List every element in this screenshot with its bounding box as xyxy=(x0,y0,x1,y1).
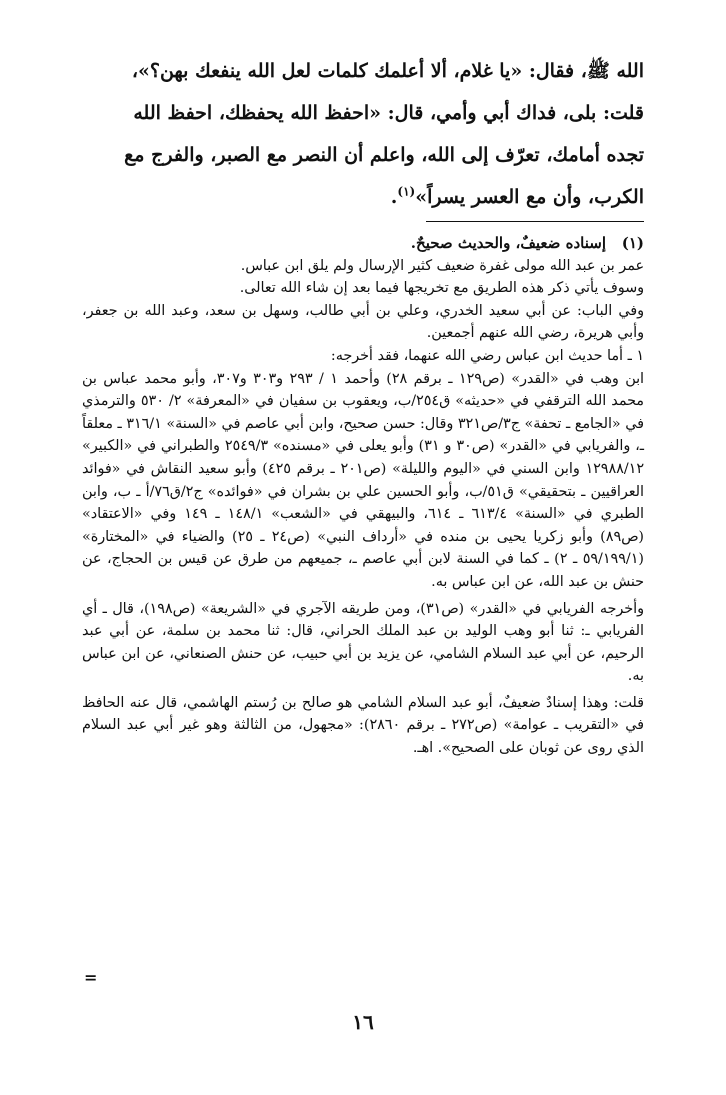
main-line: الكرب، وأن مع العسر يسراً» xyxy=(415,186,644,208)
footnotes xyxy=(82,232,644,760)
continuation-mark: = xyxy=(84,968,98,987)
footnote-paragraph: ١ ـ أما حديث ابن عباس رضي الله عنهما، فقد أخرجه: xyxy=(330,347,644,364)
end-mark: . xyxy=(390,186,398,208)
footnote-paragraph: ابن وهب في «القدر» (ص١٢٩ ـ برقم ٢٨) وأحمد ١ / ٢٩٣ و٣٠٣ و٣٠٧، وأبو محمد عباس بن محمد الله الترقفي في «حديثه» ق٢٥٤/ب، ويعقوب بن سفيان في «المعرفة» ٢/ ٥٣٠ والترمذي في «الجامع ـ تحفة» ج٣/ص٣٢١ وقال: حسن صحيح، وابن أبي عاصم في «السنة» ٣١٦/١ ـ معلقاً ـ، والفريابي في «القدر» (ص٣٠ و ٣١) وأبو يعلى في «مسنده» ٢٥٤٩/٣ والطبراني في «الكبير» ١٢٩٨٨/١٢ وابن السني في «اليوم والليلة» (ص٢٠١ ـ برقم ٤٢٥) وأبو سعيد النقاش في «فوائد العراقيين ـ بتحقيقي» ق٥١/ب، وأبو الحسين علي بن بشران في «فوائده» ج٢/ق٧٦/أ ـ ب، وابن الطبري في «السنة» ٦١٣/٤ ـ ٦١٤، والبيهقي في «الشعب» ١٤٨/١ ـ ١٤٩ وفي «الاعتقاد» (ص٨٩) وأبو زكريا يحيى بن منده في «أرداف النبي» (ص٢٤ ـ ٢٥) والضياء في «المختارة» (٥٩/١٩٩/١ ـ ٢) ـ كما في السنة لابن أبي عاصم ـ، جميعهم من طرق عن قيس بن الحجاج، عن حنش بن عبد الله، عن ابن عباس به. xyxy=(82,370,645,590)
footnote-paragraph: وأخرجه الفريابي في «القدر» (ص٣١)، ومن طريقه الآجري في «الشريعة» (ص١٩٨)، قال ـ أي الفريابي ـ: ثنا أبو وهب الوليد بن عبد الملك الحراني، قال: ثنا محمد بن سلمة، عن أبي عبد الرحيم، عن أبي عبد السلام الشامي، عن يزيد بن أبي حبيب، عن حنش الصنعاني، عن ابن عباس به. xyxy=(82,600,644,685)
main-line: تجده أمامك، تعرّف إلى الله، واعلم أن النصر مع الصبر، والفرج مع xyxy=(124,144,644,166)
footnote-separator xyxy=(426,221,644,222)
page-number: ١٦ xyxy=(352,1010,374,1034)
footnote-paragraph: وسوف يأتي ذكر هذه الطريق مع تخريجها فيما بعد إن شاء الله تعالى. xyxy=(239,280,644,297)
footnote-paragraph: وفي الباب: عن أبي سعيد الخدري، وعلي بن أبي طالب، وسهل بن سعد، وعبد الله بن جعفر، وأبي هريرة، رضي الله عنهم أجمعين. xyxy=(82,302,644,342)
footnote-reference[interactable]: (١) xyxy=(397,184,416,199)
footnote-paragraph: عمر بن عبد الله مولى غفرة ضعيف كثير الإرسال ولم يلق ابن عباس. xyxy=(240,257,644,274)
main-line: قلت: بلى، فداك أبي وأمي، قال: «احفظ الله يحفظك، احفظ الله xyxy=(133,102,644,124)
main-line-last xyxy=(70,176,644,218)
main-text xyxy=(70,50,644,218)
footnote-paragraph: قلت: وهذا إسنادٌ ضعيفٌ، أبو عبد السلام الشامي هو صالح بن رُستم الهاشمي، قال عنه الحافظ في «التقريب ـ عوامة» (ص٢٧٢ ـ برقم ٢٨٦٠): «مجهول، من الثالثة وهو غير أبي عبد السلام الذي روى عن ثوبان على الصحيح». اهـ. xyxy=(82,694,644,757)
footnote-number: (١) xyxy=(621,234,644,252)
footnote-heading-line xyxy=(82,232,644,255)
footnote-heading: إسناده ضعيفٌ، والحديث صحيحٌ. xyxy=(410,234,606,252)
main-line: الله ﷺ، فقال: «يا غلام، ألا أعلمك كلمات لعل الله ينفعك بهن؟»، xyxy=(131,60,644,82)
